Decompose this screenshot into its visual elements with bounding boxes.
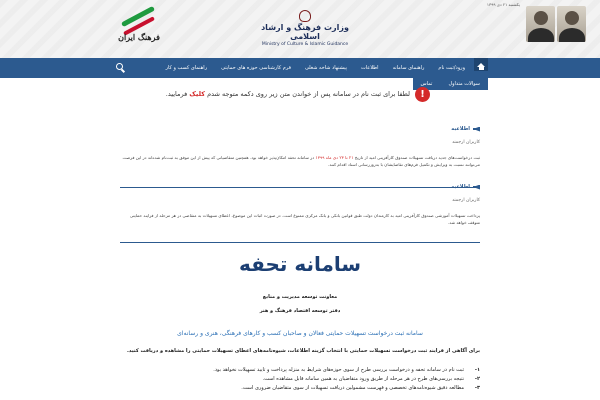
- office-name: دفتر توسعه اقتصاد فرهنگ و هنر: [259, 308, 341, 314]
- nav-item-expert-form[interactable]: فرم کارشناسی حوزه های حمایتی: [221, 65, 291, 71]
- announcement-body-text: ثبت درخواست‌های جدید دریافت تسهیلات صندوق کارآفرینی امید از تاریخ: [354, 155, 480, 160]
- emblem-icon: [299, 10, 311, 22]
- announcement-body-text: حمایتی متوقف خواهد شد.: [129, 213, 480, 225]
- announcement-body: [120, 212, 480, 226]
- nav-item-suggest-branch[interactable]: پیشنهاد شاخه شغلی: [304, 65, 347, 71]
- alert-suffix: فرمایید.: [165, 90, 188, 98]
- announcement-date-highlight: ۲۱ تا ۲۳ دی ماه ۱۳۹۹: [315, 155, 354, 160]
- announcement: [120, 184, 480, 232]
- announcement-title: اطلاعیه: [451, 126, 470, 132]
- list-number: ۱-: [474, 367, 480, 373]
- alert-message: لطفا برای ثبت نام در سامانه پس از خواندن متن زیر روی دکمه متوجه شدم: [207, 90, 410, 98]
- nav-item-info[interactable]: اطلاعات: [360, 65, 379, 71]
- logo-text: فرهنگ ایران: [118, 32, 160, 42]
- announcement-header: [451, 126, 480, 132]
- nav-item-business-guide[interactable]: راهنمای کسب و کار: [165, 65, 208, 71]
- announcement-author: کاربران ارجمند: [452, 198, 480, 203]
- announcement-header: [451, 184, 480, 190]
- list-text: نتیجه بررسی‌های طرح در هر مرحله از طریق ورود متقاضیان به همین سامانه قابل مشاهده است.: [262, 376, 464, 382]
- intro-text: برای آگاهی از فرایند ثبت درخواست تسهیلات حمایتی با انتخاب گزینه اطلاعات، شیوه‌نامه‌های اعطای تسهیلات حمایتی را مشاهده و دریافت کنید.: [126, 348, 480, 354]
- nav-item-guide[interactable]: راهنمای سامانه: [392, 65, 425, 71]
- home-icon: [477, 63, 485, 67]
- page-title: سامانه تحفه: [238, 252, 362, 276]
- announcement-body: [120, 154, 480, 168]
- list-number: ۳-: [474, 385, 480, 391]
- list-item: [120, 384, 480, 393]
- ministry-name-en: Ministry of Culture & Islamic Guidance: [261, 42, 349, 47]
- department-name: معاونت توسعه مدیریت و منابع: [262, 294, 338, 300]
- nav-items: [120, 58, 472, 78]
- section-heading: سامانه ثبت درخواست تسهیلات حمایتی فعالان و صاحبان کسب و کارهای فرهنگی، هنری و رسانه‌ای: [177, 330, 423, 337]
- rules-list: [120, 366, 480, 393]
- nav-item-contact[interactable]: تماس: [420, 81, 433, 87]
- ministry-name-fa: وزارت فرهنگ و ارشاد اسلامی: [261, 23, 349, 41]
- registration-alert: [0, 86, 600, 106]
- alert-text: [166, 90, 410, 98]
- exclamation-icon: !: [415, 87, 430, 102]
- divider: [120, 242, 480, 243]
- list-text: مطالعه دقیق شیوه‌نامه‌های تخصصی و فهرست مشمولین دریافت تسهیلات از سوی متقاضیان ضروری است.: [241, 385, 464, 391]
- list-item: [120, 375, 480, 384]
- home-button[interactable]: [474, 58, 488, 71]
- announcement: [120, 126, 480, 174]
- announcement-title: اطلاعیه: [451, 184, 470, 190]
- alert-click-link[interactable]: کلیک: [189, 90, 206, 98]
- ministry-logo[interactable]: [250, 10, 360, 47]
- megaphone-icon: [473, 127, 480, 132]
- search-icon[interactable]: [116, 63, 123, 70]
- leader-portraits: [526, 6, 586, 42]
- nav-item-login[interactable]: ورود/ثبت نام: [438, 65, 465, 71]
- announcement-body-text: پرداخت تسهیلات آموزشی صندوق کارآفرینی امید به کارمندان دولت طبق قوانین بانکی و بانک مرکزی ممنوع است. در صورت اثبات این موضوع، اعطای تسهیلات به متقاضی در هر مرحله از فرایند: [143, 213, 480, 218]
- main-nav: [0, 58, 600, 78]
- list-text: ثبت نام در سامانه تحفه و درخواست بررسی طرح از سوی حوزه‌های شرایط به منزله پرداخت و تایید تسهیلات نخواهد بود.: [213, 367, 464, 373]
- list-number: ۲-: [474, 376, 480, 382]
- portrait-image: [557, 6, 586, 42]
- list-item: [120, 366, 480, 375]
- header-date: یکشنبه ۲۱ دی ۱۳۹۹: [486, 2, 520, 7]
- portrait-image: [526, 6, 555, 42]
- megaphone-icon: [473, 185, 480, 190]
- site-header: [0, 0, 600, 58]
- campaign-logo: [118, 8, 160, 52]
- announcement-author: کاربران ارجمند: [452, 140, 480, 145]
- nav-item-faq[interactable]: سوالات متداول: [448, 81, 480, 87]
- announcement-body-text: در سامانه تحفه امکان‌پذیر خواهد بود. همچنین متقاضیانی که پیش از این موفق به ثبت‌نام شده‌اند در این فرصت می‌توانند نسبت به ویرایش و تکمیل فرم‌های تقاضایشان با به‌روزرسانی اسناد اقدام کنند.: [122, 155, 480, 167]
